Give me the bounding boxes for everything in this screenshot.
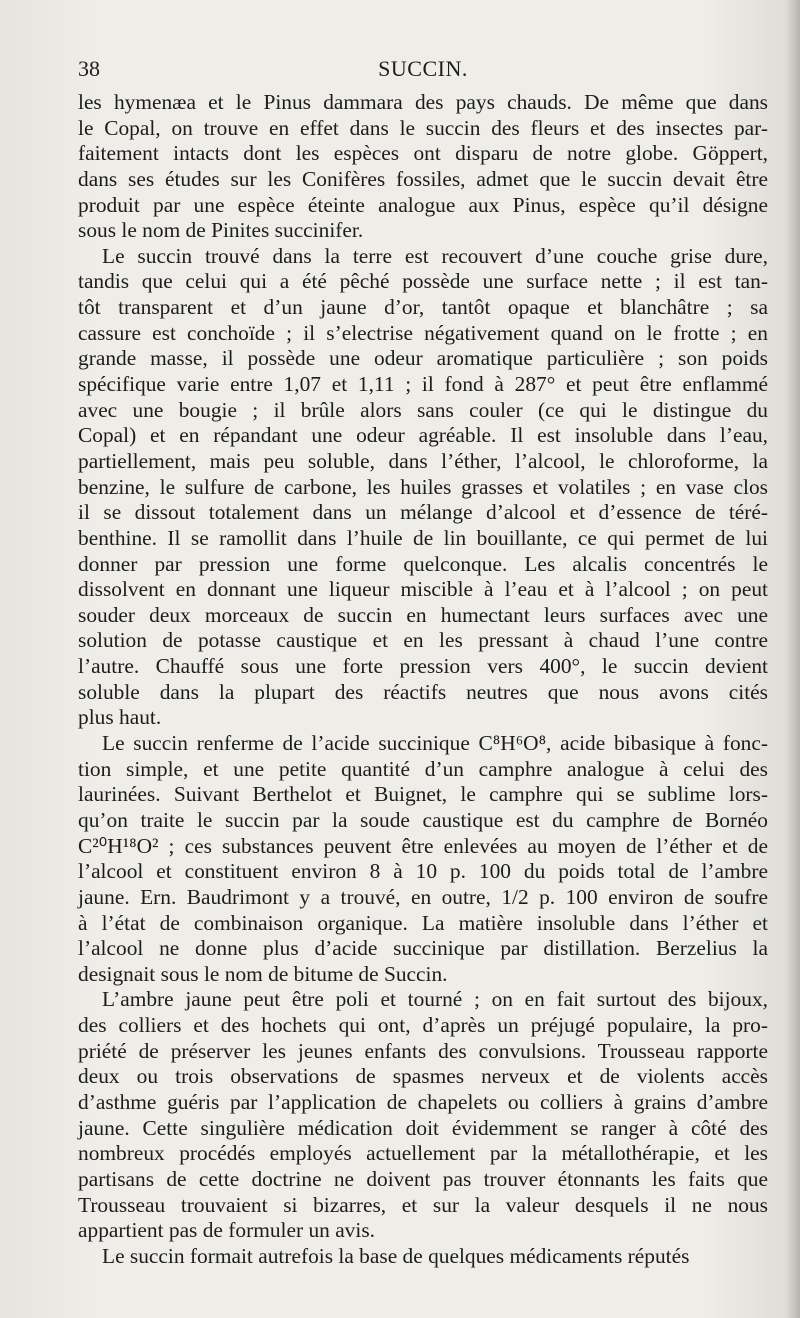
page-edge-shadow — [786, 0, 800, 1318]
text-line: cassure est conchoïde ; il s’electrise négativement quand on le frotte ; en — [78, 320, 768, 345]
text-line: produit par une espèce éteinte analogue aux Pinus, espèce qu’il désigne — [78, 192, 768, 217]
running-title: SUCCIN. — [378, 56, 468, 81]
text-line: priété de préserver les jeunes enfants des convulsions. Trousseau rapporte — [78, 1038, 768, 1063]
text-line: Le succin formait autrefois la base de quelques médicaments réputés — [102, 1243, 690, 1268]
text-line: l’autre. Chauffé sous une forte pression vers 400°, le succin devient — [78, 654, 768, 679]
text-line: laurinées. Suivant Berthelot et Buignet, le camphre qui se sublime lors- — [78, 782, 768, 807]
text-line: Le succin renferme de l’acide succinique C⁸H⁶O⁸, acide bibasique à fonc- — [102, 731, 768, 756]
text-line: des colliers et des hochets qui ont, d’après un préjugé populaire, la pro- — [78, 1013, 768, 1038]
text-line: L’ambre jaune peut être poli et tourné ; on en fait surtout des bijoux, — [102, 987, 768, 1012]
text-line: à l’état de combinaison organique. La matière insoluble dans l’éther et — [78, 910, 768, 935]
text-line: tandis que celui qui a été pêché possède une surface nette ; il est tan- — [78, 269, 768, 294]
text-line: l’alcool ne donne plus d’acide succinique par distillation. Berzelius la — [78, 936, 768, 961]
text-line: dans ses études sur les Conifères fossiles, admet que le succin devait être — [78, 166, 768, 191]
text-line: donner par pression une forme quelconque. Les alcalis concentrés le — [78, 551, 768, 576]
text-line: qu’on traite le succin par la soude caustique est du camphre de Bornéo — [78, 807, 768, 832]
text-line: Trousseau trouvaient si bizarres, et sur la valeur desquels il ne nous — [78, 1192, 768, 1217]
text-line: souder deux morceaux de succin en humectant leurs surfaces avec une — [78, 602, 768, 627]
text-line: partiellement, mais peu soluble, dans l’éther, l’alcool, le chloroforme, la — [78, 448, 768, 473]
text-line: Le succin trouvé dans la terre est recouvert d’une couche grise dure, — [102, 243, 768, 268]
text-line: deux ou trois observations de spasmes nerveux et de violents accès — [78, 1064, 768, 1089]
text-line: jaune. Cette singulière médication doit évidemment se ranger à côté des — [78, 1115, 768, 1140]
text-line: benthine. Il se ramollit dans l’huile de lin bouillante, ce qui permet de lui — [78, 525, 768, 550]
text-line: dissolvent en donnant une liqueur miscible à l’eau et à l’alcool ; on peut — [78, 577, 768, 602]
text-line: il se dissout totalement dans un mélange d’alcool et d’essence de téré- — [78, 500, 768, 525]
text-line: les hymenæa et le Pinus dammara des pays chauds. De même que dans — [78, 90, 768, 114]
text-line: l’alcool et constituent environ 8 à 10 p. 100 du poids total de l’ambre — [78, 859, 768, 884]
body-text — [78, 90, 768, 1269]
paragraph — [78, 244, 768, 731]
text-line: sous le nom de Pinites succinifer. — [78, 218, 364, 243]
paragraph — [78, 731, 768, 987]
text-line: designait sous le nom de bitume de Succin. — [78, 961, 448, 986]
text-line: spécifique varie entre 1,07 et 1,11 ; il fond à 287° et peut être enflammé — [78, 372, 768, 397]
text-line: avec une bougie ; il brûle alors sans couler (ce qui le distingue du — [78, 397, 768, 422]
text-line: soluble dans la plupart des réactifs neutres que nous avons cités — [78, 679, 768, 704]
text-line: solution de potasse caustique et en les pressant à chaud l’une contre — [78, 628, 768, 653]
page-number: 38 — [78, 56, 100, 81]
text-line: appartient pas de formuler un avis. — [78, 1218, 375, 1243]
text-line: jaune. Ern. Baudrimont y a trouvé, en outre, 1/2 p. 100 environ de soufre — [78, 884, 768, 909]
text-line: plus haut. — [78, 705, 162, 730]
paragraph — [78, 90, 768, 244]
text-line: nombreux procédés employés actuellement par la métallothérapie, et les — [78, 1141, 768, 1166]
text-line: tion simple, et une petite quantité d’un camphre analogue à celui des — [78, 756, 768, 781]
text-line: Copal) et en répandant une odeur agréable. Il est insoluble dans l’eau, — [78, 423, 768, 448]
text-line: C²⁰H¹⁸O² ; ces substances peuvent être enlevées au moyen de l’éther et de — [78, 833, 768, 858]
text-line: grande masse, il possède une odeur aromatique particulière ; son poids — [78, 346, 768, 371]
paragraph — [78, 1244, 768, 1270]
text-line: partisans de cette doctrine ne doivent pas trouver étonnants les faits que — [78, 1166, 768, 1191]
text-line: le Copal, on trouve en effet dans le succin des fleurs et des insectes par- — [78, 115, 768, 140]
text-line: d’asthme guéris par l’application de chapelets ou colliers à grains d’ambre — [78, 1089, 768, 1114]
page-header — [78, 56, 768, 86]
text-line: faitement intacts dont les espèces ont disparu de notre globe. Göppert, — [78, 141, 768, 166]
paragraph — [78, 987, 768, 1243]
text-line: benzine, le sulfure de carbone, les huiles grasses et volatiles ; en vase clos — [78, 474, 768, 499]
text-line: tôt transparent et d’un jaune d’or, tantôt opaque et blanchâtre ; sa — [78, 295, 768, 320]
